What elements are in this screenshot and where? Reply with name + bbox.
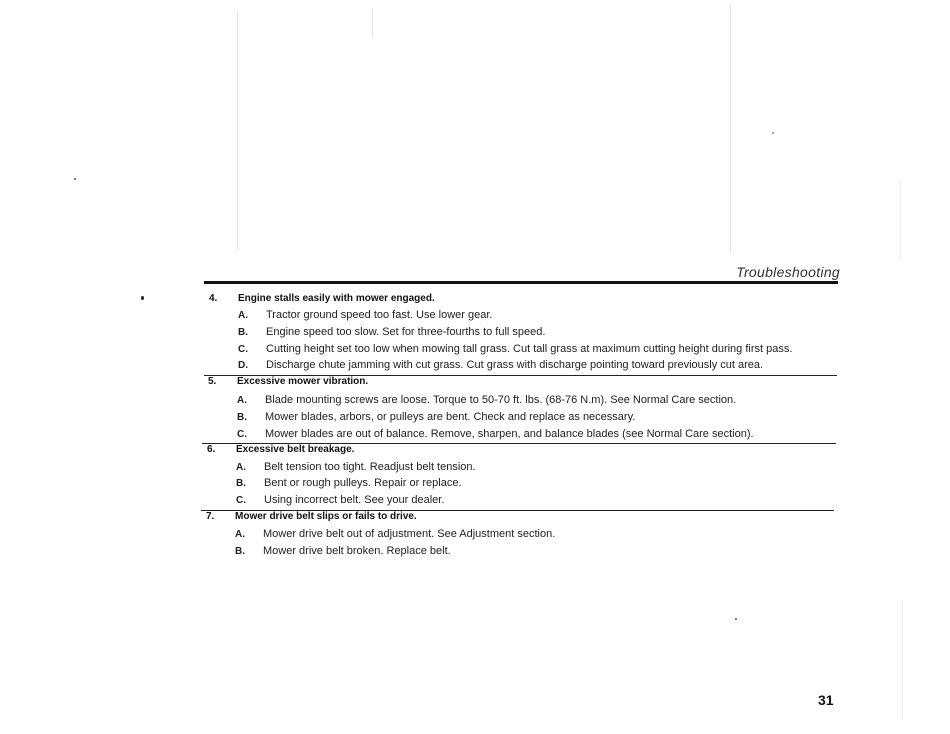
scan-artifact	[730, 4, 731, 254]
item-text: Engine speed too slow. Set for three-fourths to full speed.	[266, 326, 546, 338]
item-text: Mower drive belt broken. Replace belt.	[263, 545, 451, 557]
section-title: Mower drive belt slips or fails to drive.	[235, 511, 417, 522]
section-title: Excessive mower vibration.	[237, 376, 369, 387]
section-number: 6.	[207, 444, 216, 455]
scan-artifact	[900, 180, 901, 260]
item-text: Bent or rough pulleys. Repair or replace.	[264, 477, 462, 489]
section-number: 4.	[209, 293, 218, 304]
section-number: 5.	[208, 376, 217, 387]
item-letter: B.	[237, 412, 247, 423]
scan-artifact	[237, 10, 238, 250]
item-text: Discharge chute jamming with cut grass. Cut grass with discharge pointing toward previously cut area.	[266, 359, 764, 371]
item-letter: A.	[236, 462, 246, 473]
item-letter: A.	[235, 529, 245, 540]
item-text: Belt tension too tight. Readjust belt tension.	[264, 461, 476, 473]
item-text: Mower drive belt out of adjustment. See Adjustment section.	[263, 528, 556, 540]
item-letter: B.	[238, 327, 248, 338]
item-letter: A.	[238, 310, 248, 321]
section-title: Engine stalls easily with mower engaged.	[238, 293, 435, 304]
item-text: Mower blades are out of balance. Remove, sharpen, and balance blades (see Normal Care section).	[265, 428, 754, 440]
item-text: Tractor ground speed too fast. Use lower gear.	[266, 309, 493, 321]
header-rule	[204, 281, 838, 284]
item-text: Cutting height set too low when mowing tall grass. Cut tall grass at maximum cutting height during first pass.	[266, 343, 793, 355]
section-header-title: Troubleshooting	[736, 264, 840, 280]
section-title: Excessive belt breakage.	[236, 444, 355, 455]
item-letter: C.	[237, 429, 247, 440]
section-number: 7.	[206, 511, 215, 522]
item-text: Mower blades, arbors, or pulleys are bent. Check and replace as necessary.	[265, 411, 636, 423]
item-letter: C.	[236, 495, 246, 506]
scan-artifact	[902, 600, 903, 720]
item-letter: D.	[238, 360, 248, 371]
scan-dot	[141, 296, 144, 300]
scan-dot	[74, 178, 76, 180]
item-text: Using incorrect belt. See your dealer.	[264, 494, 445, 506]
item-letter: A.	[237, 395, 247, 406]
page-number: 31	[818, 692, 834, 708]
item-text: Blade mounting screws are loose. Torque to 50-70 ft. lbs. (68-76 N.m). See Normal Care section.	[265, 394, 737, 406]
item-letter: B.	[236, 478, 246, 489]
scan-dot	[735, 618, 737, 620]
scan-dot	[772, 132, 774, 134]
item-letter: B.	[235, 546, 245, 557]
scan-artifact	[372, 8, 373, 38]
item-letter: C.	[238, 344, 248, 355]
